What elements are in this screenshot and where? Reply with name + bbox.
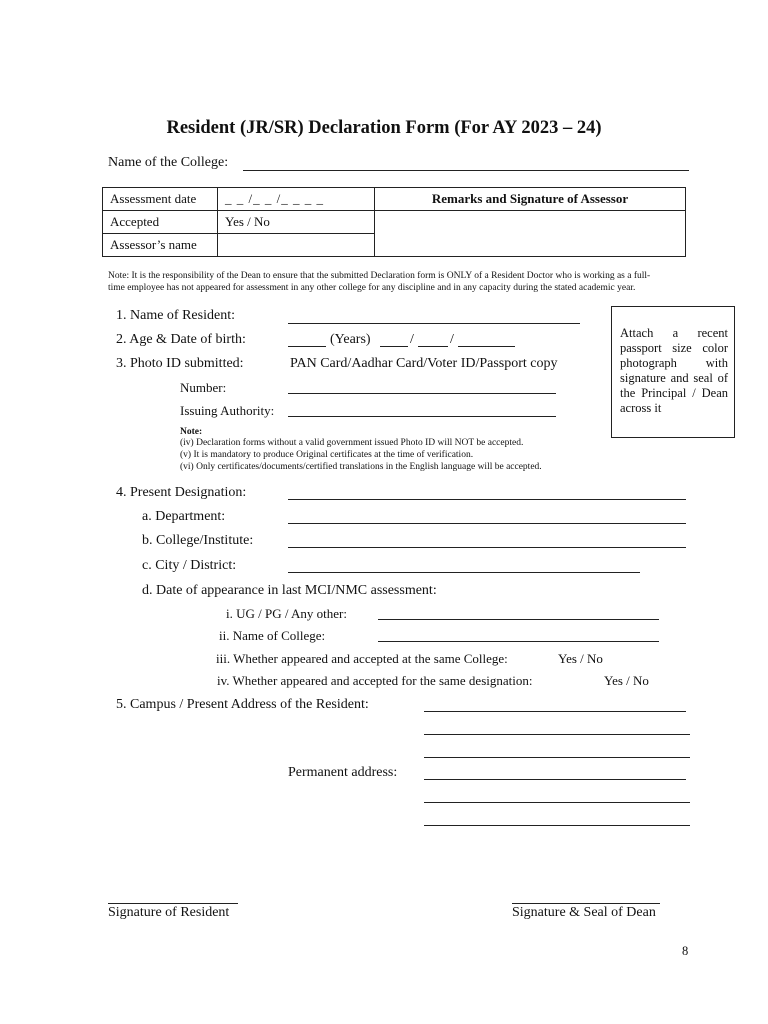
campus-address-line[interactable] [424, 757, 690, 758]
id-number-field[interactable] [288, 393, 556, 394]
dob-year-field[interactable] [458, 346, 515, 347]
photo-id-options[interactable]: PAN Card/Aadhar Card/Voter ID/Passport copy [290, 356, 558, 371]
dean-signature-label: Signature & Seal of Dean [512, 905, 656, 920]
table-row [103, 188, 686, 211]
page-title: Resident (JR/SR) Declaration Form (For AY 2023 – 24) [166, 118, 602, 138]
assessment-date-label: Assessment date [103, 188, 218, 211]
permanent-address-line[interactable] [424, 802, 690, 803]
dean-signature-line[interactable] [512, 903, 660, 904]
permanent-address-label: Permanent address: [288, 765, 398, 780]
same-college-question: iii. Whether appeared and accepted at the same College: [216, 651, 508, 666]
campus-address-line[interactable] [424, 734, 690, 735]
accepted-label: Accepted [103, 211, 218, 234]
name-of-college-field[interactable] [378, 641, 659, 642]
name-of-resident-field[interactable] [288, 323, 580, 324]
dean-note-line2: time employee has not appeared for assessment in any other college for any discipline and in any capacity during the stated academic year. [108, 283, 636, 293]
city-district-field[interactable] [288, 572, 640, 573]
permanent-address-line[interactable] [424, 825, 690, 826]
college-label: Name of the College: [108, 155, 229, 170]
campus-address-label: 5. Campus / Present Address of the Resident: [116, 697, 369, 712]
name-of-college-label: ii. Name of College: [219, 628, 326, 643]
age-years-field[interactable] [288, 346, 326, 347]
resident-signature-line[interactable] [108, 903, 238, 904]
assessment-date-field[interactable]: _ _ /_ _ /_ _ _ _ [218, 188, 375, 211]
remarks-header: Remarks and Signature of Assessor [375, 188, 686, 211]
same-college-yes-no[interactable]: Yes / No [558, 651, 603, 666]
same-designation-question: iv. Whether appeared and accepted for the same designation: [217, 673, 533, 688]
assessment-table [102, 187, 686, 257]
department-label: a. Department: [142, 509, 226, 524]
last-assessment-label: d. Date of appearance in last MCI/NMC assessment: [142, 583, 437, 598]
issuing-authority-label: Issuing Authority: [180, 403, 275, 418]
name-of-resident-label: 1. Name of Resident: [116, 308, 235, 323]
dean-note-line1: Note: It is the responsibility of the Dean to ensure that the submitted Declaration form is ONLY of a Resident Doctor who is working as a full- [108, 271, 651, 281]
campus-address-line[interactable] [424, 711, 686, 712]
photo-id-label: 3. Photo ID submitted: [116, 356, 244, 371]
accepted-field[interactable]: Yes / No [218, 211, 375, 234]
present-designation-label: 4. Present Designation: [116, 485, 247, 500]
resident-signature-label: Signature of Resident [108, 905, 230, 920]
assessor-name-field[interactable] [218, 234, 375, 257]
college-name-field[interactable] [243, 170, 689, 171]
dob-month-field[interactable] [418, 346, 448, 347]
years-label: (Years) [330, 332, 371, 347]
present-designation-field[interactable] [288, 499, 686, 500]
remarks-signature-cell[interactable] [375, 211, 686, 257]
id-note-item: (vi) Only certificates/documents/certified translations in the English language will be accepted. [180, 462, 542, 472]
issuing-authority-field[interactable] [288, 416, 556, 417]
assessor-name-label: Assessor’s name [103, 234, 218, 257]
ug-pg-field[interactable] [378, 619, 659, 620]
department-field[interactable] [288, 523, 686, 524]
id-number-label: Number: [180, 380, 227, 395]
college-institute-field[interactable] [288, 547, 686, 548]
dob-slash-1: / [410, 332, 414, 347]
dob-day-field[interactable] [380, 346, 408, 347]
city-district-label: c. City / District: [142, 558, 237, 573]
id-note-item: (v) It is mandatory to produce Original certificates at the time of verification. [180, 450, 474, 460]
id-note-item: (iv) Declaration forms without a valid government issued Photo ID will NOT be accepted. [180, 438, 524, 448]
same-designation-yes-no[interactable]: Yes / No [604, 673, 649, 688]
age-dob-label: 2. Age & Date of birth: [116, 332, 246, 347]
photo-box-instructions: Attach a recent passport size color photograph with signature and seal of the Principal / Dean across it [620, 326, 728, 415]
college-institute-label: b. College/Institute: [142, 533, 254, 548]
dob-slash-2: / [450, 332, 454, 347]
page-number: 8 [682, 944, 689, 958]
table-row [103, 211, 686, 234]
permanent-address-line[interactable] [424, 779, 686, 780]
ug-pg-label: i. UG / PG / Any other: [226, 606, 347, 621]
id-note-heading: Note: [180, 427, 203, 437]
